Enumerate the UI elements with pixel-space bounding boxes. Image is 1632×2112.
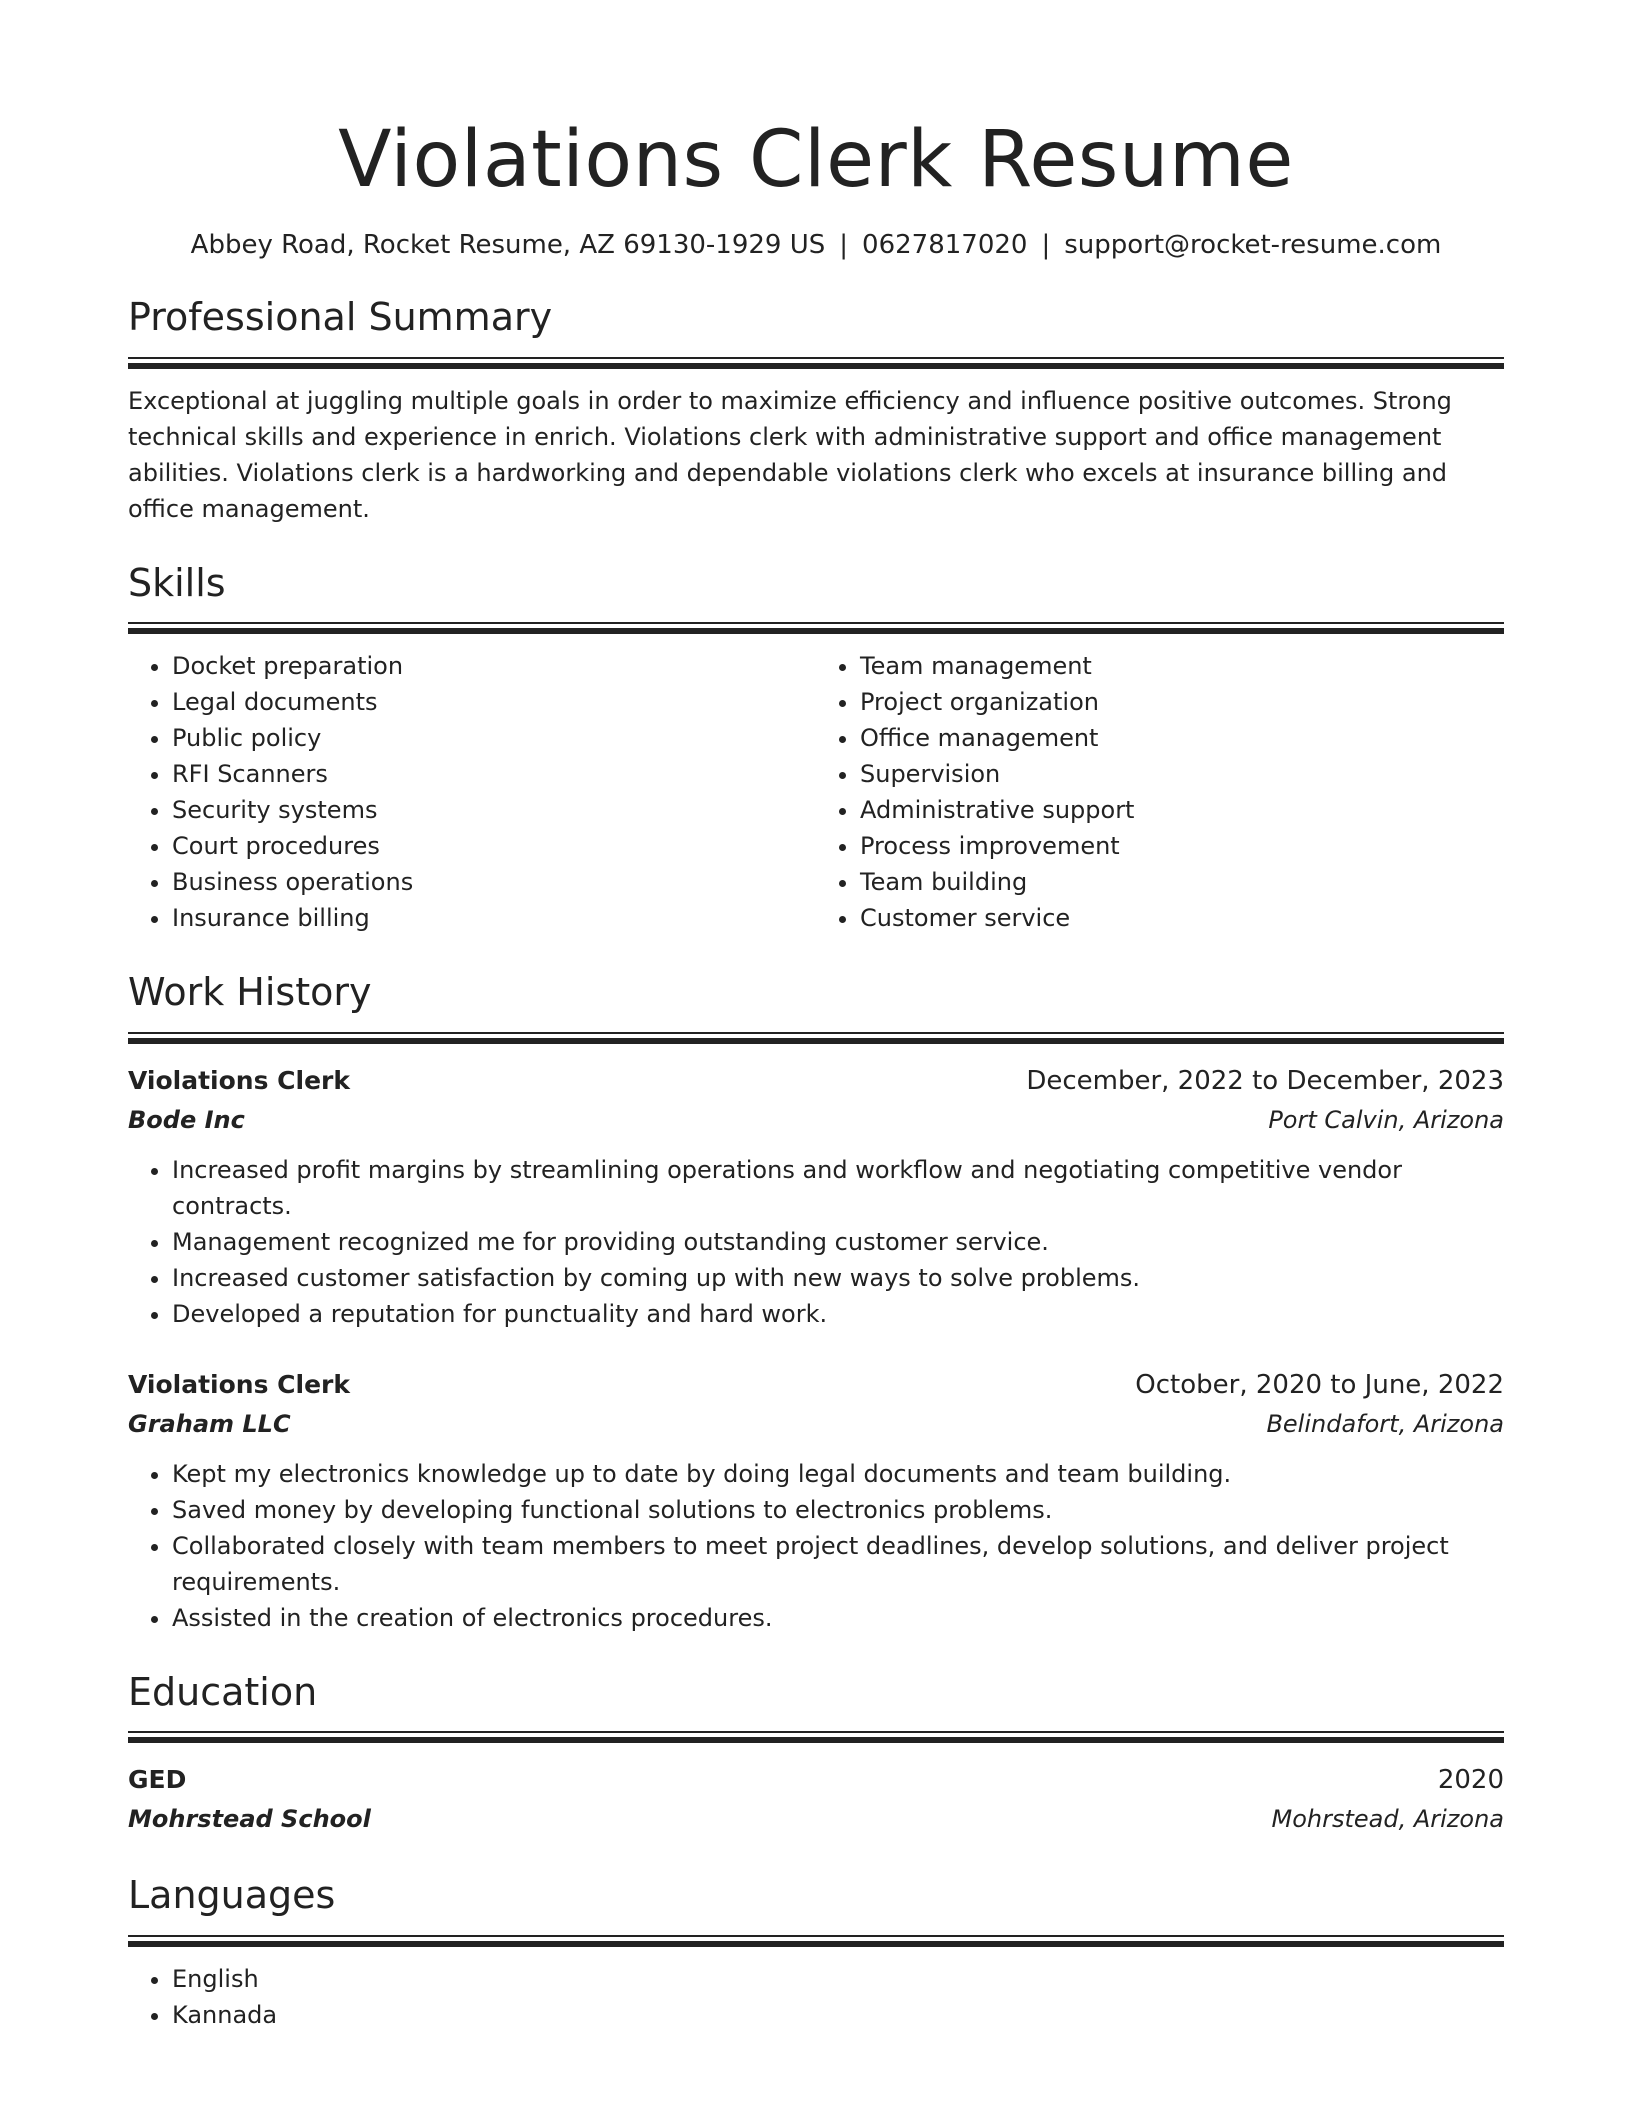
contact-phone: 0627817020 [862,229,1028,260]
section-divider [128,1032,1504,1044]
skills-list-right [816,648,1504,936]
job-company-row [128,1404,1504,1444]
job-company: Bode Inc [128,1105,245,1134]
skill-item: • RFI Scanners [172,756,816,792]
skill-item: • Legal documents [172,684,816,720]
section-divider [128,622,1504,634]
skill-item: • Customer service [860,900,1504,936]
skill-item: • Office management [860,720,1504,756]
skill-item: • Team building [860,864,1504,900]
contact-address: Abbey Road, Rocket Resume, AZ 69130-1929 US [190,229,826,260]
skill-item: • Business operations [172,864,816,900]
languages-list [128,1961,1504,2033]
work-history-section [128,970,1504,1636]
skill-item: • Process improvement [860,828,1504,864]
job-dates: October, 2020 to June, 2022 [1135,1369,1504,1400]
job-location: Belindafort, Arizona [1266,1409,1504,1438]
job-header-row [128,1062,1504,1100]
section-divider [128,357,1504,369]
language-item: • English [172,1961,1504,1997]
job-dates: December, 2022 to December, 2023 [1026,1065,1504,1096]
job-entry [128,1062,1504,1332]
skill-item: • Insurance billing [172,900,816,936]
education-school: Mohrstead School [128,1805,371,1834]
job-title: Violations Clerk [128,1065,350,1095]
job-bullets [128,1152,1504,1332]
job-entry [128,1366,1504,1636]
job-company: Graham LLC [128,1409,291,1438]
education-location: Mohrstead, Arizona [1271,1805,1504,1834]
skills-column-right [816,648,1504,936]
education-header-row [128,1761,1504,1799]
section-divider [128,1731,1504,1743]
education-degree: GED [128,1765,187,1795]
skill-item: • Project organization [860,684,1504,720]
job-title: Violations Clerk [128,1369,350,1399]
contact-line [128,230,1504,261]
section-heading-summary: Professional Summary [128,294,553,339]
skill-item: • Administrative support [860,792,1504,828]
skill-item: • Docket preparation [172,648,816,684]
skill-item: • Supervision [860,756,1504,792]
section-divider [128,1935,1504,1947]
education-entry [128,1761,1504,1839]
job-company-row [128,1100,1504,1140]
skill-item: • Court procedures [172,828,816,864]
education-school-row [128,1799,1504,1839]
page-title: Violations Clerk Resume [338,115,1294,205]
skills-section [128,561,1504,937]
section-heading-languages: Languages [128,1873,336,1918]
education-section [128,1670,1504,1840]
skill-item: • Team management [860,648,1504,684]
contact-separator: | [1041,229,1051,260]
job-bullet: • Management recognized me for providing outstanding customer service. [172,1224,1504,1260]
contact-separator: | [839,229,849,260]
job-location: Port Calvin, Arizona [1268,1105,1504,1134]
job-bullet: • Saved money by developing functional solutions to electronics problems. [172,1492,1504,1528]
job-header-row [128,1366,1504,1404]
contact-email: support@rocket-resume.com [1064,229,1442,260]
job-bullet: • Kept my electronics knowledge up to date by doing legal documents and team building. [172,1456,1504,1492]
languages-section [128,1873,1504,2033]
job-bullets [128,1456,1504,1636]
skill-item: • Public policy [172,720,816,756]
section-heading-work-history: Work History [128,970,372,1015]
job-bullet: • Assisted in the creation of electronics procedures. [172,1600,1504,1636]
job-bullet: • Increased customer satisfaction by coming up with new ways to solve problems. [172,1260,1504,1296]
job-bullet: • Increased profit margins by streamlining operations and workflow and negotiating competitive vendor contracts. [172,1152,1504,1224]
job-bullet: • Collaborated closely with team members to meet project deadlines, develop solutions, and deliver project requirements. [172,1528,1504,1600]
language-item: • Kannada [172,1997,1504,2033]
section-heading-education: Education [128,1669,318,1714]
summary-text: Exceptional at juggling multiple goals in order to maximize efficiency and influence positive outcomes. Strong technical skills and experience in enrich. Violations clerk with administrative support and office management abilities. Violations clerk is a hardworking and dependable violations clerk who excels at insurance billing and office management. [128,386,1452,523]
education-year: 2020 [1437,1765,1504,1796]
job-bullet: • Developed a reputation for punctuality and hard work. [172,1296,1504,1332]
skills-columns [128,648,1504,936]
skills-column-left [128,648,816,936]
skills-list-left [128,648,816,936]
skill-item: • Security systems [172,792,816,828]
summary-section [128,295,1504,527]
section-heading-skills: Skills [128,560,226,605]
